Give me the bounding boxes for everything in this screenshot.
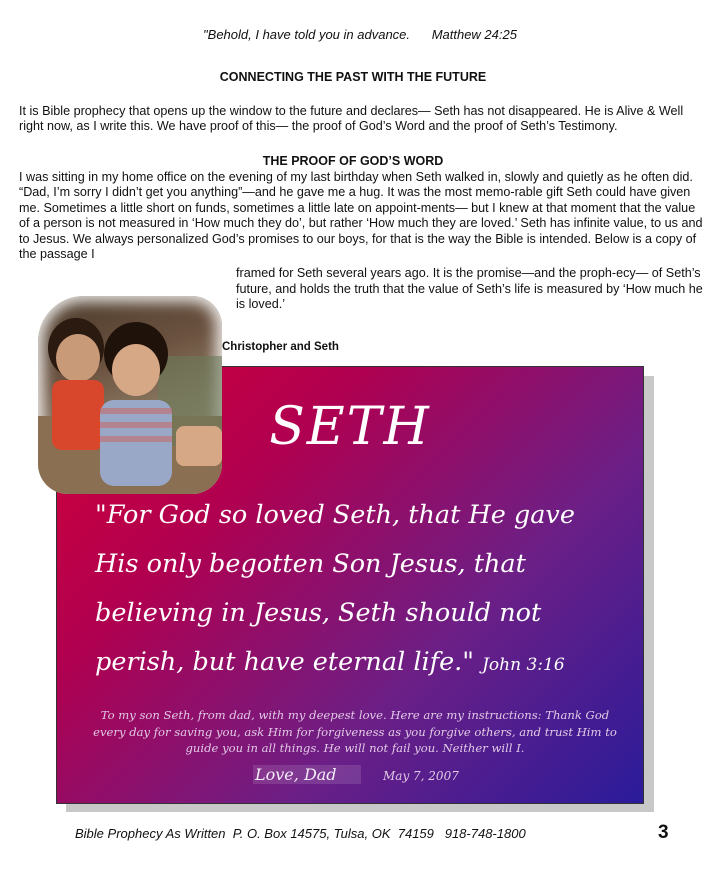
epigraph-ref: Matthew 24:25 [431, 27, 517, 42]
epigraph [0, 27, 720, 42]
signature-date: May 7, 2007 [383, 769, 459, 783]
card-title: SETH [269, 397, 431, 457]
photo-caption: Christopher and Seth [222, 341, 339, 353]
dedication-text: To my son Seth, from dad, with my deepest love. Here are my instructions: Thank God every day for saving you, ask Him for forgiveness as you forgive others, and trust Him to guide you in all things. He will not fail you. Neither will I. [93, 708, 617, 755]
footer-address: Bible Prophecy As Written P. O. Box 14575, Tulsa, OK 74159 918-748-1800 [75, 826, 526, 841]
verse-text [95, 491, 635, 690]
page-number: 3 [658, 822, 669, 843]
verse-reference: John 3:16 [482, 655, 565, 675]
boys-photo-illustration [38, 296, 222, 494]
signature: Love, Dad [253, 765, 361, 784]
story-paragraph: I was sitting in my home office on the evening of my last birthday when Seth walked in, slowly and quietly as he often did. “Dad, I’m sorry I didn’t get you anything”—and he gave me a hug. It was the most memo-rable gift Seth could have given me. Sometimes a little short on funds, sometimes a little late on appoint-ments— but I knew at that moment that the value of a person is not measured in ‘How much they do’, but rather ‘How much they are loved.’ Seth has infinite value, to us and to Jesus. We always personalized God’s promises to our boys, for that is the way the Bible is intended. Below is a copy of the passage I [19, 170, 703, 262]
family-photo [38, 296, 222, 494]
verse-line: perish, but have eternal life." John 3:16 [95, 647, 565, 677]
epigraph-quote: "Behold, I have told you in advance. [203, 27, 411, 42]
verse-line: "For God so loved Seth, that He gave [95, 500, 575, 530]
story-paragraph-continued: framed for Seth several years ago. It is the promise—and the proph-ecy— of Seth’s future, and holds the truth that the value of Seth’s life is measured by ‘How much he is loved.’ [236, 266, 703, 312]
verse-line: His only begotten Son Jesus, that [95, 549, 526, 579]
subsection-title: THE PROOF OF GOD’S WORD [262, 154, 444, 168]
intro-paragraph: It is Bible prophecy that opens up the window to the future and declares— Seth has not disappeared. He is Alive & Well right now, as I write this. We have proof of this— the proof of God’s Word and the proof of Seth’s Testimony. [19, 104, 684, 134]
section-title: CONNECTING THE PAST WITH THE FUTURE [219, 70, 487, 84]
verse-line: believing in Jesus, Seth should not [95, 598, 542, 628]
